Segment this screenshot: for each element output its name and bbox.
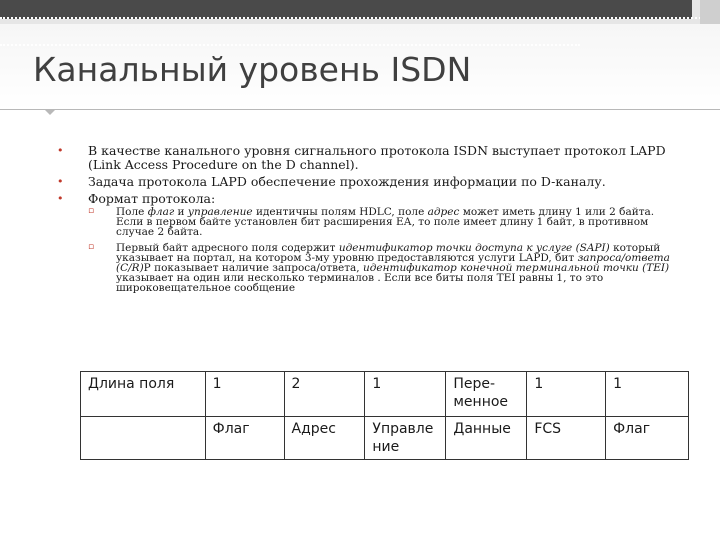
sub-bullet-text <box>98 207 678 237</box>
table-cell: Флаг <box>205 417 284 460</box>
title-divider-pointer <box>44 109 56 115</box>
sub-bullet-run: Первый байт адресного поля содержит <box>116 242 339 254</box>
table-cell: 1 <box>527 372 606 417</box>
table-cell: Флаг <box>606 417 689 460</box>
sub-bullet-run: показывает наличие запроса/ответа, <box>150 262 363 274</box>
sub-bullet-run: идентичны полям HDLC, поле <box>252 206 428 218</box>
table-cell: 1 <box>606 372 689 417</box>
sub-bullet-run: указывает на один или несколько терминалов . Если все биты поля TEI равны 1, то это широковещательное сообщение <box>116 272 604 294</box>
sub-bullet-marker-icon: ▫ <box>88 206 95 216</box>
table-cell: Адрес <box>284 417 365 460</box>
bullet-text: Задача протокола LAPD обеспечение прохождения информации по D-каналу. <box>88 174 606 189</box>
table-cell: Пере- менное <box>446 372 527 417</box>
title-divider <box>0 109 720 110</box>
title-dotted-line <box>0 44 580 46</box>
sub-bullet-run: адрес <box>427 206 460 218</box>
slide-title: Канальный уровень ISDN <box>33 50 472 89</box>
table-cell: FCS <box>527 417 606 460</box>
sub-bullet-run: P <box>143 262 151 274</box>
table-cell: 2 <box>284 372 365 417</box>
sub-bullet-run: запроса/ответа (C/R) <box>116 252 670 274</box>
sub-bullet-item <box>88 242 678 294</box>
sub-bullet-marker-icon: ▫ <box>88 242 95 252</box>
sub-bullet-run: идентификатор конечной терминальной точки (TEI) <box>362 262 670 274</box>
sub-bullet-run: и <box>174 206 188 218</box>
bullet-text: Формат протокола: <box>88 191 216 206</box>
table-row <box>81 417 689 460</box>
sub-bullet-run: Поле <box>116 206 148 218</box>
top-dotted-line <box>0 17 720 19</box>
sub-bullet-list <box>88 206 678 299</box>
bullet-item <box>57 174 672 189</box>
table-cell: Длина поля <box>81 372 206 417</box>
sub-bullet-run: может иметь длину 1 или 2 байта. Если в первом байте установлен бит расширения ЕА, то поле имеет длину 1 байт, в противном случае 2 байта. <box>116 206 655 238</box>
table-cell: 1 <box>365 372 446 417</box>
bullet-marker-icon: • <box>57 144 64 157</box>
bullet-marker-icon: • <box>57 192 64 205</box>
main-bullet-list <box>57 143 672 209</box>
sub-bullet-text <box>98 243 678 293</box>
table-cell: 1 <box>205 372 284 417</box>
sub-bullet-run: флаг <box>147 206 175 218</box>
table-cell: Данные <box>446 417 527 460</box>
sub-bullet-run: идентификатор точки доступа к услуге (SAPI) <box>338 242 610 254</box>
table-cell: Управле ние <box>365 417 446 460</box>
bullet-text: В качестве канального уровня сигнального протокола ISDN выступает протокол LAPD (Link Access Procedure on the D channel). <box>88 143 666 172</box>
bullet-item <box>57 143 672 172</box>
sub-bullet-run: управление <box>187 206 253 218</box>
table-cell <box>81 417 206 460</box>
bullet-marker-icon: • <box>57 175 64 188</box>
bullet-item <box>57 191 672 206</box>
frame-format-table <box>80 371 689 460</box>
sub-bullet-run: который указывает на портал, на котором 3-му уровню предоставляются услуги LAPD, бит <box>116 242 661 264</box>
table-row <box>81 372 689 417</box>
sub-bullet-item <box>88 206 678 238</box>
